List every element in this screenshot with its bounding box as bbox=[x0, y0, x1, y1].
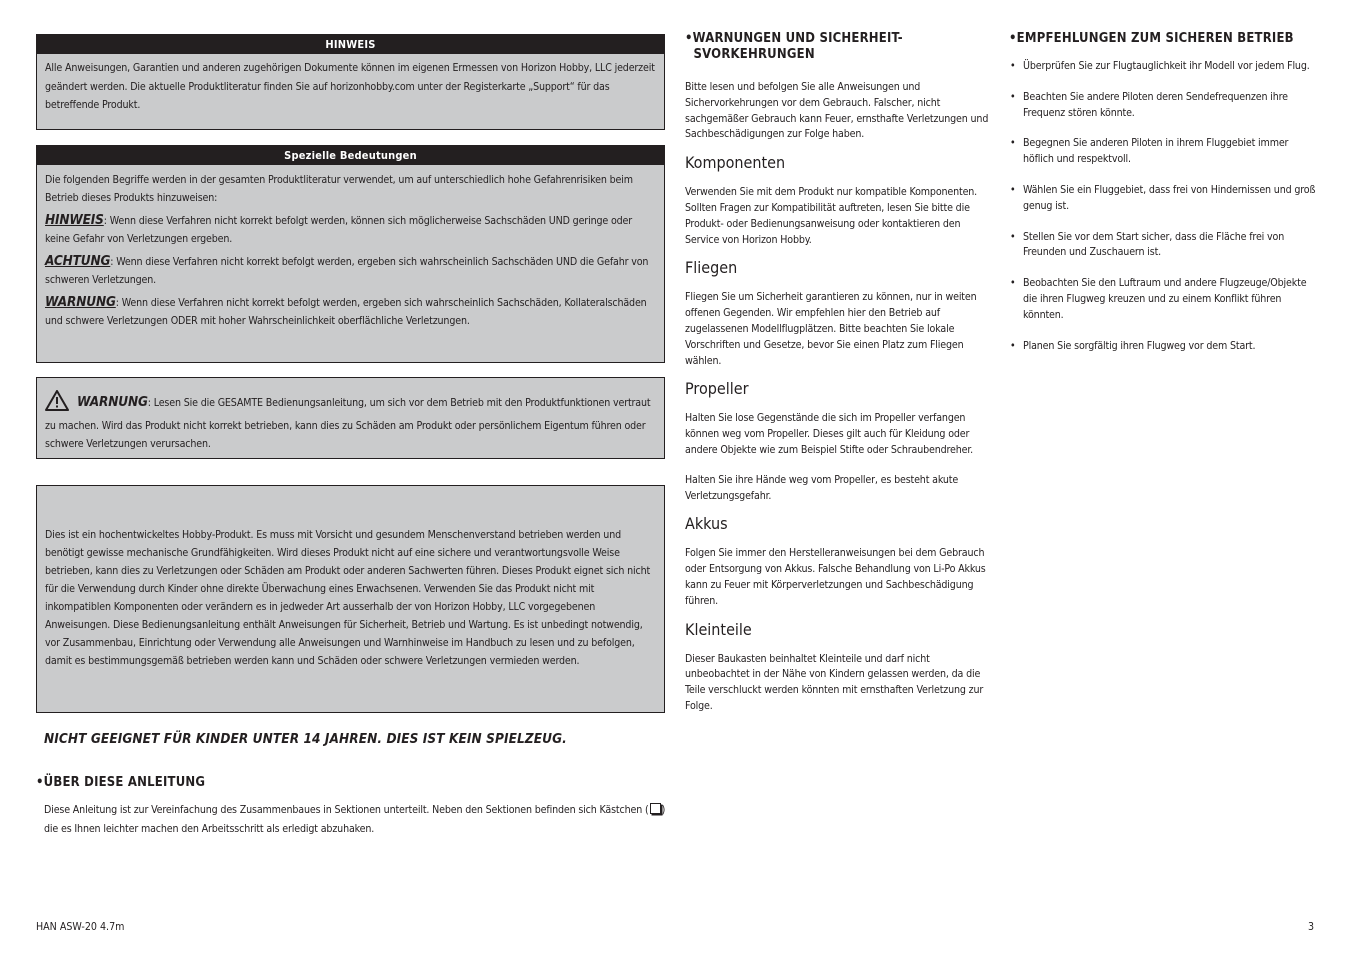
komponenten-text: Verwenden Sie mit dem Produkt nur kompatible Komponenten. Sollten Fragen zur Kompatibilität auftreten, lesen Sie bitte die Produkt- oder Bedienungsanweisung oder kontaktieren den Service von Horizon Hobby. bbox=[685, 186, 978, 246]
list-item: • Stellen Sie vor dem Start sicher, dass die Fläche frei von Freunden und Zuschauern ist. bbox=[1009, 230, 1319, 262]
hobby-product-text: Dies ist ein hochentwickeltes Hobby-Produkt. Es muss mit Vorsicht und gesundem Menschenverstand betrieben werden und benötigt gewisse mechanische Grundfähigkeiten. Wird dieses Produkt nicht auf eine sichere und verantwortungsvolle Weise betrieben, kann dies zu Verletzungen oder Schäden am Produkt oder anderen Sachwerten führen. Dieses Produkt eignet sich nicht für die Verwendung durch Kinder ohne direkte Überwachung eines Erwachsenen. Verwenden Sie das Produkt nicht mit inkompatiblen Komponenten oder verändern es in jedweder Art ausserhalb der von Horizon Hobby, LLC vorgegebenen Anweisungen. Diese Bedienungsanleitung enthält Anweisungen für Sicherheit, Betrieb und Wartung. Es ist unbedingt notwendig, vor Zusammenbau, Einrichtung oder Verwendung alle Anweisungen und Warnhinweise im Handbuch zu lesen und zu befolgen, damit es bestimmungsgemäß betrieben werden kann und Schäden oder schwere Verletzungen vermieden werden. bbox=[45, 529, 651, 667]
meaning-text: : Wenn diese Verfahren nicht korrekt befolgt werden, ergeben sich wahrscheinlich Sachschäden UND die Gefahr von schweren Verletzungen. bbox=[45, 256, 649, 286]
hobby-product-box bbox=[36, 485, 665, 713]
warning-term: WARNUNG bbox=[77, 394, 148, 410]
list-item: • Begegnen Sie anderen Piloten in ihrem Fluggebiet immer höflich und respektvoll. bbox=[1009, 136, 1319, 168]
about-text-after: ) die es Ihnen leichter machen den Arbeitsschritt als erledigt abzuhaken. bbox=[44, 804, 666, 835]
propeller-text-1: Halten Sie lose Gegenstände die sich im Propeller verfangen können weg vom Propeller. Dieses gilt auch für Kleidung oder andere Objekte wie zum Beispiel Stifte oder Schraubendreher. bbox=[685, 412, 974, 456]
safety-title-text: •WARNUNGEN UND SICHERHEIT- SVORKEHRUNGEN bbox=[685, 31, 903, 62]
kleinteile-text: Dieser Baukasten beinhaltet Kleinteile und darf nicht unbeobachtet in der Nähe von Kindern gelassen werden, da die Teile verschluckt werden könnten mit ernsthaften Verletzung zur Folge. bbox=[685, 652, 984, 712]
meaning-term: HINWEIS bbox=[45, 212, 104, 228]
list-item: • Beachten Sie andere Piloten deren Sendefrequenzen ihre Frequenz stören könnte. bbox=[1009, 90, 1319, 122]
list-item: • Planen Sie sorgfältig ihren Flugweg vor dem Start. bbox=[1009, 339, 1319, 355]
meanings-intro: Die folgenden Begriffe werden in der gesamten Produktliteratur verwendet, um auf unterschiedlich hohe Gefahrenrisiken beim Betrieb dieses Produkts hinzuweisen: bbox=[45, 174, 633, 204]
heading-komponenten: Komponenten bbox=[685, 153, 786, 173]
hinweis-box bbox=[36, 34, 665, 130]
fliegen-text: Fliegen Sie um Sicherheit garantieren zu können, nur in weiten offenen Gegenden. Wir empfehlen hier den Betrieb auf zugelassenen Modellflugplätzen. Bitte beachten Sie lokale Vorschriften und Gesetze, bevor Sie einen Platz zum Fliegen wählen. bbox=[685, 291, 977, 367]
hinweis-box-title: HINWEIS bbox=[37, 35, 664, 54]
meaning-term: ACHTUNG bbox=[45, 253, 111, 269]
meaning-text: : Wenn diese Verfahren nicht korrekt befolgt werden, ergeben sich wahrscheinlich Sachschäden, Kollateralschäden und schwere Verletzungen ODER mit hoher Wahrscheinlichkeit oberflächliche Verletzungen. bbox=[45, 297, 647, 327]
hinweis-box-text: Alle Anweisungen, Garantien und anderen zugehörigen Dokumente können im eigenen Ermessen von Horizon Hobby, LLC jederzeit geändert werden. Die aktuelle Produktliteratur finden Sie auf horizonhobby.com unter der Registerkarte „Support“ für das betreffende Produkt. bbox=[45, 62, 655, 111]
propeller-text-2: Halten Sie ihre Hände weg vom Propeller, es besteht akute Verletzungsgefahr. bbox=[685, 473, 959, 502]
list-item: • Beobachten Sie den Luftraum und andere Flugzeuge/Objekte die ihren Flugweg kreuzen und zu einem Konflikt führen könnten. bbox=[1009, 276, 1319, 323]
heading-akkus: Akkus bbox=[685, 514, 728, 534]
recommendations-title: •EMPFEHLUNGEN ZUM SICHEREN BETRIEB bbox=[1009, 31, 1294, 46]
akkus-text: Folgen Sie immer den Herstelleranweisungen bei dem Gebrauch oder Entsorgung von Akkus. Falsche Behandlung von Li-Po Akkus kann zu Feuer mit Körperverletzungen und Sachbeschädigung führen. bbox=[685, 547, 986, 607]
heading-fliegen: Fliegen bbox=[685, 258, 738, 278]
safety-intro: Bitte lesen und befolgen Sie alle Anweisungen und Sichervorkehrungen vor dem Gebrauch. Falscher, nicht sachgemäßer Gebrauch kann Feuer, ernsthafte Verletzungen und Sachbeschädigungen zur Folge haben. bbox=[685, 81, 989, 141]
safety-title bbox=[685, 31, 915, 63]
warning-box bbox=[36, 377, 665, 459]
about-text-before: Diese Anleitung ist zur Vereinfachung des Zusammenbaues in Sektionen unterteilt. Neben den Sektionen befinden sich Kästchen ( bbox=[44, 804, 649, 816]
meaning-term: WARNUNG bbox=[45, 294, 116, 310]
recommendations-list bbox=[1009, 59, 1319, 354]
meaning-item-warnung bbox=[45, 293, 656, 330]
age-notice: NICHT GEEIGNET FÜR KINDER UNTER 14 JAHREN. DIES IST KEIN SPIELZEUG. bbox=[44, 731, 567, 747]
warning-text: : Lesen Sie die GESAMTE Bedienungsanleitung, um sich vor dem Betrieb mit den Produktfunktionen vertraut zu machen. Wird das Produkt nicht korrekt betrieben, kann dies zu Schäden am Produkt oder persönlichem Eigentum führen oder schwere Verletzungen verursachen. bbox=[45, 397, 651, 450]
list-item: • Wählen Sie ein Fluggebiet, dass frei von Hindernissen und groß genug ist. bbox=[1009, 183, 1319, 215]
recommendations-column bbox=[1009, 31, 1319, 369]
about-section bbox=[36, 775, 666, 838]
meanings-box bbox=[36, 145, 665, 363]
list-item: • Überprüfen Sie zur Flugtauglichkeit ihr Modell vor jedem Flug. bbox=[1009, 59, 1319, 75]
heading-kleinteile: Kleinteile bbox=[685, 619, 752, 639]
safety-column bbox=[685, 31, 990, 723]
heading-propeller: Propeller bbox=[685, 379, 749, 399]
checkbox-icon bbox=[650, 803, 661, 814]
meanings-box-title: Spezielle Bedeutungen bbox=[37, 146, 664, 165]
warning-triangle-icon bbox=[45, 390, 69, 417]
warning-paragraph bbox=[45, 390, 656, 453]
page-number: 3 bbox=[1308, 921, 1315, 933]
meaning-text: : Wenn diese Verfahren nicht korrekt befolgt werden, können sich möglicherweise Sachschäden UND geringe oder keine Gefahr von Verletzungen ergeben. bbox=[45, 215, 633, 245]
about-text bbox=[44, 801, 666, 838]
meaning-item-achtung bbox=[45, 252, 656, 289]
footer-model-name: HAN ASW-20 4.7m bbox=[36, 921, 125, 933]
meaning-item-hinweis bbox=[45, 211, 656, 248]
about-title: •ÜBER DIESE ANLEITUNG bbox=[36, 775, 206, 790]
